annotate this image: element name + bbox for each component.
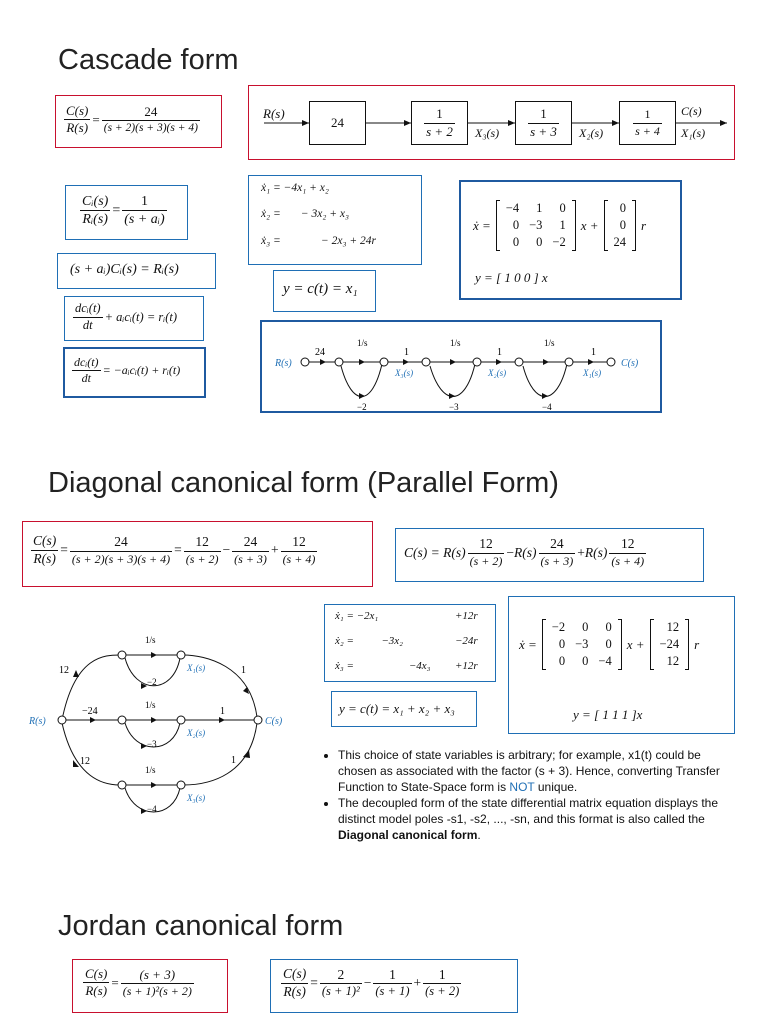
diagonal-state-eq-2: ẋ₂ = −3x₂ xyxy=(335,635,404,647)
cascade-input-label: R(s) xyxy=(263,106,285,121)
diagonal-A-cell: 0 xyxy=(605,637,612,651)
cascade-block-1: $\frac{1}{s + 2}$ xyxy=(411,101,468,145)
cascade-sfg-one-2: 1 xyxy=(497,347,502,358)
diagonal-sfg-fb-1: −2 xyxy=(147,677,157,687)
cascade-sfg-box xyxy=(260,320,662,413)
diagonal-sfg-output: C(s) xyxy=(265,716,283,727)
subsystem-tf-box: $\frac{\text{Cᵢ(s)}}{\text{Rᵢ(s)}}$ = $\frac{1}{\text{(s + aᵢ)}}$ xyxy=(65,185,188,240)
cascade-A-cell: 0 xyxy=(512,218,520,232)
cascade-sfg-one-1: 1 xyxy=(404,347,409,358)
subsystem-eq3-box: $\frac{\text{dcᵢ(t)}}{dt}$ + aᵢcᵢ(t) = rᵢ(t) xyxy=(64,296,204,341)
cascade-sfg xyxy=(262,322,664,415)
cascade-x2-label: X₂(s) xyxy=(579,126,604,140)
cascade-A-matrix xyxy=(496,200,576,251)
diagonal-A-cell: −2 xyxy=(551,620,566,634)
diagonal-sfg xyxy=(25,625,305,825)
diagonal-sfg-fb-2: −3 xyxy=(147,739,157,749)
diagonal-B-cell: 12 xyxy=(666,620,680,634)
cascade-x3-label: X₃(s) xyxy=(475,126,500,140)
diagonal-sfg-gain-top: 12 xyxy=(59,665,69,676)
diagonal-output-eq-box xyxy=(331,691,477,727)
cascade-sfg-x1: X₁(s) xyxy=(583,368,602,378)
diagonal-state-eq-3-rhs: +12r xyxy=(455,660,478,672)
cascade-state-eq-1: ẋ₁ = −4x₁ + x₂ xyxy=(261,182,329,194)
cascade-A-cell: 0 xyxy=(512,235,520,249)
diagonal-c-eq-box: C(s) = R(s) $\frac{12}{(s + 2)}$ − R(s) $\frac{24}{(s + 3)}$ + R(s) $\frac{12}{(s + 4)}$ xyxy=(395,528,704,582)
diagonal-sfg-x2: X₂(s) xyxy=(187,728,206,738)
heading-diagonal: Diagonal canonical form (Parallel Form) xyxy=(48,467,559,499)
cascade-sfg-integ-1: 1/s xyxy=(357,338,368,348)
diagonal-state-eq-1: ẋ₁ = −2x₁ xyxy=(335,610,379,622)
cascade-tf-box: $\frac{C(s)}{R(s)}$ = $\frac{24}{(s + 2)(s + 3)(s + 4)}$ xyxy=(55,95,222,148)
diagonal-B-cell: −24 xyxy=(659,637,680,651)
diagonal-state-eq-3: ẋ₃ = −4x₃ xyxy=(335,660,431,672)
diagonal-state-eq-2-rhs: −24r xyxy=(455,635,478,647)
heading-jordan: Jordan canonical form xyxy=(58,910,344,942)
heading-cascade: Cascade form xyxy=(58,44,239,76)
cascade-x1-label: X₁(s) xyxy=(681,126,706,140)
diagonal-A-cell: 0 xyxy=(605,620,612,634)
cascade-sfg-fb-3: −4 xyxy=(542,402,552,412)
diagonal-B-cell: 12 xyxy=(666,654,680,668)
diagonal-A-cell: −3 xyxy=(575,637,589,651)
cascade-sfg-x2: X₂(s) xyxy=(488,368,507,378)
jordan-tf-box: $\frac{C(s)}{R(s)}$ = $\frac{(s + 3)}{\text{(s + 1)²(s + 2)}}$ xyxy=(72,959,228,1013)
diagonal-state-eqs-box xyxy=(324,604,496,682)
cascade-sfg-input: R(s) xyxy=(275,358,292,369)
cascade-A-cell: 0 xyxy=(536,235,543,249)
cascade-B-cell: 0 xyxy=(619,201,627,215)
diagonal-sfg-input: R(s) xyxy=(29,716,46,727)
diagonal-state-eq-1-rhs: +12r xyxy=(455,610,478,622)
subsystem-eq4-box: $\frac{\text{dcᵢ(t)}}{dt}$ = −aᵢcᵢ(t) + rᵢ(t) xyxy=(63,347,206,398)
cascade-sfg-integ-3: 1/s xyxy=(544,338,555,348)
cascade-sfg-gain: 24 xyxy=(315,347,325,358)
cascade-y-eq: y = [ 1 0 0 ] x xyxy=(475,270,548,285)
diagonal-A-cell: 0 xyxy=(558,637,566,651)
subsystem-eq2: (s + aᵢ)Cᵢ(s) = Rᵢ(s) xyxy=(70,262,179,277)
cascade-state-eq-2: ẋ₂ = − 3x₂ + x₃ xyxy=(261,208,349,220)
cascade-sfg-integ-2: 1/s xyxy=(450,338,461,348)
cascade-B-cell: 24 xyxy=(613,235,627,249)
diagonal-sfg-x3: X₃(s) xyxy=(187,793,206,803)
diagonal-sfg-integ-1: 1/s xyxy=(145,635,156,645)
cascade-A-cell: 1 xyxy=(559,218,566,232)
cascade-state-eqs-box xyxy=(248,175,422,265)
note-2: • The decoupled form of the state differential matrix equation displays the distinct model poles -s1, -s2, ..., -sn, and this format is also called the Diagonal canonical form. xyxy=(338,795,732,843)
cascade-matrix-box: ẋ = −4 1 0 0 −3 1 0 0 −2 x + 0 0 24 r y = [ 1 0 0 ] x xyxy=(459,180,682,300)
cascade-block-3: $\frac{1}{s + 4}$ xyxy=(619,101,676,145)
diagonal-notes xyxy=(322,747,732,843)
cascade-A-cell: −4 xyxy=(505,201,520,215)
cascade-B-cell: 0 xyxy=(619,218,627,232)
diagonal-A-cell: 0 xyxy=(558,654,566,668)
diagonal-sfg-integ-2: 1/s xyxy=(145,700,156,710)
cascade-sfg-output: C(s) xyxy=(621,358,639,369)
jordan-partial-box: $\frac{C(s)}{R(s)}$ = $\frac{2}{\text{(s + 1)²}}$ − $\frac{1}{(s + 1)}$ + $\frac{1}{(s + 2)}$ xyxy=(270,959,518,1013)
diagonal-y-eq: y = [ 1 1 1 ]x xyxy=(573,707,643,722)
cascade-block-2: $\frac{1}{s + 3}$ xyxy=(515,101,572,145)
cascade-A-cell: −3 xyxy=(529,218,543,232)
cascade-B-matrix xyxy=(604,200,637,251)
cascade-output-label: C(s) xyxy=(681,104,702,118)
cascade-block-diagram-box xyxy=(248,85,735,160)
cascade-state-eq-3: ẋ₃ = − 2x₃ + 24r xyxy=(261,235,376,247)
diagonal-A-cell: −4 xyxy=(598,654,612,668)
diagonal-sfg-one-1: 1 xyxy=(241,665,246,676)
diagonal-tf-box: $\frac{C(s)}{R(s)}$ = $\frac{24}{(s + 2)(s + 3)(s + 4)}$ = $\frac{12}{(s + 2)}$ − $\frac{24}{(s + 3)}$ + $\frac{12}{(s + 4)}$ xyxy=(22,521,373,587)
cascade-sfg-x3: X₃(s) xyxy=(395,368,414,378)
cascade-A-cell: 1 xyxy=(536,201,543,215)
subsystem-eq2-box xyxy=(57,253,216,289)
diagonal-sfg-one-3: 1 xyxy=(231,755,236,766)
diagonal-sfg-one-2: 1 xyxy=(220,706,225,717)
diagonal-sfg-gain-bot: 12 xyxy=(80,756,90,767)
diagonal-sfg-fb-3: −4 xyxy=(147,804,157,814)
diagonal-B-matrix xyxy=(650,619,690,670)
cascade-sfg-one-3: 1 xyxy=(591,347,596,358)
cascade-A-cell: 0 xyxy=(559,201,566,215)
cascade-output-eq-box xyxy=(273,270,376,312)
cascade-gain-block: 24 xyxy=(309,101,366,145)
diagonal-A-matrix xyxy=(542,619,622,670)
note-1: • This choice of state variables is arbitrary; for example, x1(t) could be chosen as associated with the factor (s + 3). Hence, converting Transfer Function to State-Space form is NOT unique. xyxy=(338,747,732,795)
diagonal-A-cell: 0 xyxy=(582,620,589,634)
diagonal-sfg-gain-mid: −24 xyxy=(82,706,98,717)
diagonal-matrix-box: ẋ = −2 0 0 0 −3 0 0 0 −4 x + 12 −24 12 r y = [ 1 1 1 ]x xyxy=(508,596,735,734)
cascade-output-eq: y = c(t) = x₁ xyxy=(283,281,358,297)
diagonal-output-eq: y = c(t) = x₁ + x₂ + x₃ xyxy=(339,701,455,716)
cascade-sfg-fb-1: −2 xyxy=(357,402,367,412)
cascade-A-cell: −2 xyxy=(552,235,566,249)
diagonal-sfg-x1: X₁(s) xyxy=(187,663,206,673)
diagonal-sfg-integ-3: 1/s xyxy=(145,765,156,775)
diagonal-A-cell: 0 xyxy=(582,654,589,668)
cascade-sfg-fb-2: −3 xyxy=(449,402,459,412)
